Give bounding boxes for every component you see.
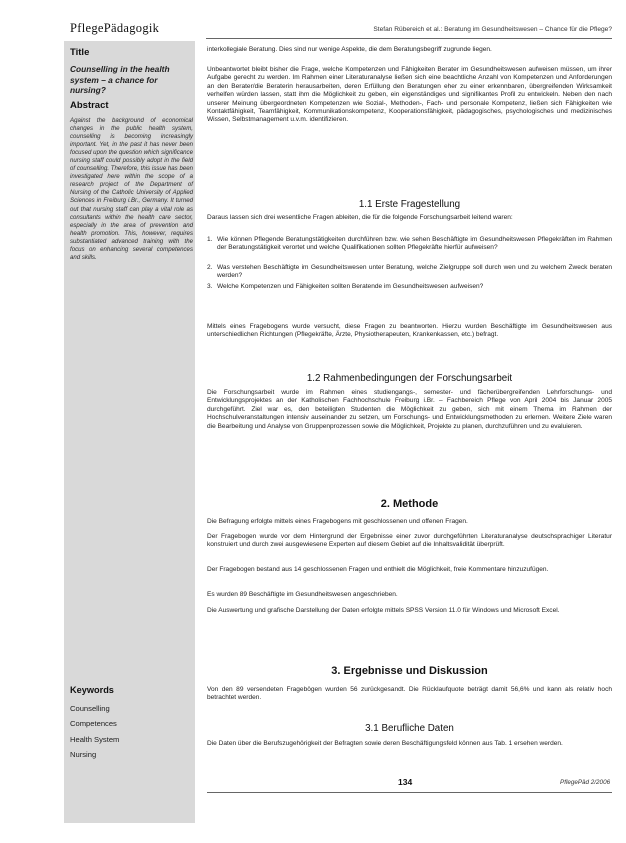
running-head: Stefan Rübereich et al.: Beratung im Gesundheitswesen – Chance für die Pflege?: [373, 26, 612, 33]
footer-rule: [207, 792, 612, 793]
framework-paragraph: Die Forschungsarbeit wurde im Rahmen eines studiengangs-, semester- und fächerübergreifenden Lehrforschungs- und Entwicklungsprojektes an der Katholischen Fachhochschule Freiburg i.Br. – Fachbereich Pflege von April 2004 bis Januar 2005 durchgeführt. Ziel war es, den beteiligten Studenten die Möglichkeit zu geben, sich mit einem Thema im Rahmen der Hochschulveranstaltungen intensiv auseinander zu setzen, um Forschungs- und Entwicklungsmethoden zu erlernen. Weitere Ziele waren die Bearbeitung und Analyse von Gruppenprozessen sowie die Möglichkeit, Projekte zu planen, durchzuführen und zu evaluieren.: [207, 389, 612, 430]
journal-name: PflegePädagogik: [70, 21, 160, 35]
results-paragraph-2: Die Daten über die Berufszugehörigkeit der Befragten sowie deren Beschäftigungsfeld können aus Tab. 1 ersehen werden.: [207, 740, 563, 747]
keyword-item: Counselling: [70, 704, 110, 713]
abstract-heading: Abstract: [70, 100, 109, 111]
results-paragraph-1: Von den 89 versendeten Fragebögen wurden 56 zurückgesandt. Die Rücklaufquote beträgt damit 56,6% und kann als relativ hoch betrachtet werden.: [207, 686, 612, 702]
method-paragraph-1: Die Befragung erfolgte mittels eines Fragebogens mit geschlossenen und offenen Fragen.: [207, 518, 468, 525]
english-title: Counselling in the health system – a chance for nursing?: [70, 64, 170, 96]
keyword-item: Competences: [70, 719, 117, 729]
footer-journal: PflegePäd 2/2006: [560, 779, 611, 786]
question-text: Was verstehen Beschäftigte im Gesundheitswesen unter Beratung, welche Zielgruppe soll durch wen und zu welchem Zweck beraten werden?: [217, 264, 612, 280]
method-paragraph-5: Die Auswertung und grafische Darstellung der Daten erfolgte mittels SPSS Version 11.0 für Windows und Microsoft Excel.: [207, 607, 560, 614]
intro-paragraph-2: Unbeantwortet bleibt bisher die Frage, welche Kompetenzen und Fähigkeiten Berater im Gesundheitswesen aufweisen müssen, um ihrer Aufgabe gerecht zu werden. Im Rahmen einer Literaturanalyse ließen sich eine beachtliche Anzahl von Kompetenzen und Anforderungen an den Berater/die Beraterin herausarbeiten, deren Erfüllung den Beratungen eher zu einer erkennbaren, übergreifenden Wirksamkeit verhelfen würden lassen, statt ihm die Möglichkeit zu geben, ein eigenständiges und signifikantes Profil zu entwickeln. Neben den nach unserer Meinung übergeordneten Kompetenzen wie Sozial-, Methoden-, Fach- und personale Kompetenz, ließen sich Fähigkeiten wie Kontaktfähigkeit, Teamfähigkeit, Kommunikationskompetenz, Kooperationsfähigkeit, pädagogisches, psychologisches und medizinisches Wissen, Selbstmanagement u.v.m. identifizieren.: [207, 66, 612, 124]
keywords-list: [70, 701, 119, 762]
abstract-text: Against the background of economical changes in the public health system, counselling is becoming increasingly important. Yet, in the past it has never been focused upon the question which significance nursing staff could possibly adopt in the field of counselling. Therefore, this issue has been investigated here within the scope of a research project of the Department of Nursing of the Catholic University of Applied Sciences in Freiburg i.Br., Germany. It turned out that nursing staff can play a vital role as consultants within the health care sector, especially in the area of prevention and health promotion. This, however, requires substantiated advanced training with the focus on enhancing several competences and skills.: [70, 117, 193, 261]
keyword-item: Health System: [70, 734, 120, 744]
question-text: Wie können Pflegende Beratungstätigkeiten durchführen bzw. wie sehen Beschäftigte im Gesundheitswesen Pflegekräften im Rahmen der Beratungstätigkeit verortet und welche Qualifikationen sollten Pflegekräfte hierfür aufweisen?: [217, 236, 612, 252]
section-heading-1-1: 1.1 Erste Fragestellung: [358, 199, 461, 210]
question-text: Welche Kompetenzen und Fähigkeiten sollten Beratende im Gesundheitswesen aufweisen?: [217, 283, 484, 290]
keywords-heading: Keywords: [70, 685, 114, 695]
header-rule: [206, 38, 612, 39]
question-number: 3.: [207, 283, 213, 290]
method-paragraph-4: Es wurden 89 Beschäftigte im Gesundheitswesen angeschrieben.: [207, 591, 398, 598]
section-heading-3: 3. Ergebnisse und Diskussion: [331, 665, 488, 677]
keyword-item: Nursing: [70, 749, 97, 759]
section-heading-1-2: 1.2 Rahmenbedingungen der Forschungsarbeit: [306, 373, 513, 384]
page-number: 134: [398, 777, 413, 787]
section-heading-2: 2. Methode: [380, 498, 439, 510]
question-item: [207, 264, 612, 281]
intro-paragraph-1: interkollegiale Beratung. Dies sind nur wenige Aspekte, die dem Beratungsbegriff zugrunde liegen.: [207, 46, 492, 53]
question-item: [207, 283, 612, 291]
question-item: [207, 236, 612, 253]
question-number: 2.: [207, 264, 213, 271]
title-heading: Title: [70, 47, 90, 58]
section-heading-3-1: 3.1 Berufliche Daten: [365, 723, 454, 734]
questions-intro: Daraus lassen sich drei wesentliche Fragen ableiten, die für die folgende Forschungsarbeit leitend waren:: [207, 214, 513, 221]
questions-followup: Mittels eines Fragebogens wurde versucht, diese Fragen zu beantworten. Hierzu wurden Beschäftigte im Gesundheitswesen aus unterschiedlichen Richtungen (Pflegekräfte, Ärzte, Physiotherapeuten, Krankenkassen, etc.) befragt.: [207, 323, 612, 339]
question-number: 1.: [207, 236, 213, 243]
method-paragraph-3: Der Fragebogen bestand aus 14 geschlossenen Fragen und enthielt die Möglichkeit, freie Kommentare hinzuzufügen.: [207, 566, 549, 573]
method-paragraph-2: Der Fragebogen wurde vor dem Hintergrund der Ergebnisse einer zuvor durchgeführten Literaturanalyse deutschsprachiger Literatur konstruiert und durch zwei ausgewiesene Experten auf diesem Gebiet auf die Inhaltsvalidität überprüft.: [207, 533, 612, 549]
